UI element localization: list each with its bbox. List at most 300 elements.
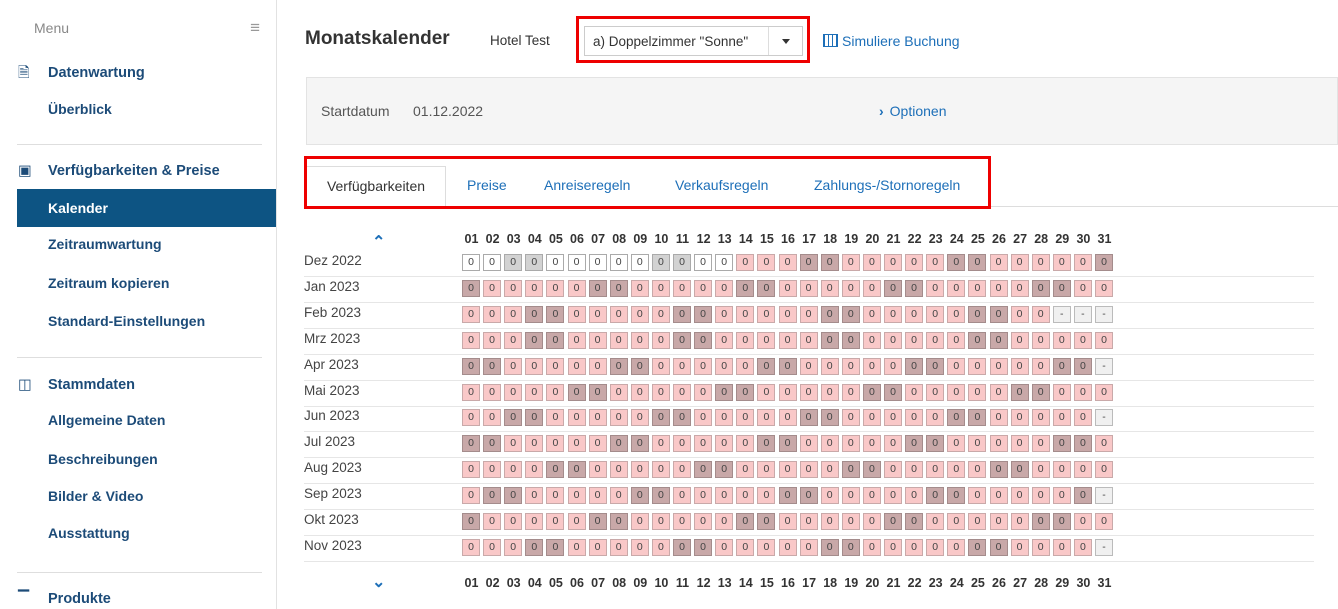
availability-cell[interactable]: 0	[546, 280, 564, 297]
availability-cell[interactable]: 0	[715, 280, 733, 297]
availability-cell[interactable]: 0	[905, 461, 923, 478]
availability-cell[interactable]: 0	[800, 435, 818, 452]
availability-cell[interactable]: 0	[652, 254, 670, 271]
availability-cell[interactable]: 0	[757, 409, 775, 426]
availability-cell[interactable]: 0	[673, 384, 691, 401]
availability-cell[interactable]: 0	[863, 332, 881, 349]
availability-cell[interactable]: 0	[968, 358, 986, 375]
availability-cell[interactable]: 0	[821, 332, 839, 349]
availability-cell[interactable]: 0	[842, 306, 860, 323]
sidebar-item-zeitraum-kopieren[interactable]: Zeitraum kopieren	[48, 275, 170, 291]
availability-cell[interactable]: 0	[589, 487, 607, 504]
availability-cell[interactable]: 0	[483, 358, 501, 375]
availability-cell[interactable]: 0	[968, 280, 986, 297]
section-stammdaten[interactable]: ◫ Stammdaten	[18, 377, 136, 393]
availability-cell[interactable]: 0	[525, 384, 543, 401]
availability-cell[interactable]: 0	[968, 539, 986, 556]
availability-cell[interactable]: 0	[990, 254, 1008, 271]
availability-cell[interactable]: 0	[462, 461, 480, 478]
availability-cell[interactable]: 0	[568, 435, 586, 452]
sidebar-item-bilder-video[interactable]: Bilder & Video	[48, 488, 144, 504]
availability-cell[interactable]: 0	[631, 384, 649, 401]
availability-cell[interactable]: 0	[1011, 358, 1029, 375]
availability-cell[interactable]: 0	[1053, 254, 1071, 271]
availability-cell[interactable]: 0	[652, 409, 670, 426]
availability-cell[interactable]: 0	[800, 280, 818, 297]
availability-cell[interactable]: 0	[1011, 513, 1029, 530]
availability-cell[interactable]: 0	[757, 461, 775, 478]
availability-cell[interactable]: 0	[504, 306, 522, 323]
availability-cell[interactable]: 0	[694, 384, 712, 401]
availability-cell[interactable]: 0	[546, 409, 564, 426]
availability-cell[interactable]: 0	[1053, 358, 1071, 375]
availability-cell[interactable]: 0	[1011, 332, 1029, 349]
availability-cell[interactable]: 0	[715, 435, 733, 452]
availability-cell[interactable]: 0	[589, 254, 607, 271]
availability-cell[interactable]: 0	[694, 254, 712, 271]
availability-cell[interactable]: 0	[1053, 487, 1071, 504]
availability-cell[interactable]: 0	[863, 306, 881, 323]
availability-cell[interactable]: 0	[821, 409, 839, 426]
availability-cell[interactable]: 0	[1095, 280, 1113, 297]
availability-cell[interactable]: 0	[947, 254, 965, 271]
availability-cell[interactable]: 0	[884, 409, 902, 426]
availability-cell[interactable]: 0	[821, 254, 839, 271]
availability-cell[interactable]: 0	[884, 513, 902, 530]
availability-cell[interactable]: 0	[610, 539, 628, 556]
availability-cell[interactable]: 0	[483, 539, 501, 556]
availability-cell[interactable]: 0	[842, 513, 860, 530]
availability-cell[interactable]: 0	[589, 513, 607, 530]
availability-cell[interactable]: 0	[1074, 513, 1092, 530]
availability-cell[interactable]: 0	[462, 384, 480, 401]
availability-cell[interactable]: 0	[1011, 461, 1029, 478]
availability-cell[interactable]: 0	[779, 409, 797, 426]
availability-cell[interactable]: 0	[1074, 332, 1092, 349]
availability-cell[interactable]: 0	[884, 435, 902, 452]
availability-cell[interactable]: 0	[504, 358, 522, 375]
availability-cell[interactable]: 0	[905, 513, 923, 530]
section-produkte[interactable]: ▔ Produkte	[18, 591, 111, 607]
availability-cell[interactable]: 0	[715, 332, 733, 349]
availability-cell[interactable]: 0	[884, 332, 902, 349]
availability-cell[interactable]: 0	[504, 409, 522, 426]
availability-cell[interactable]: 0	[1053, 539, 1071, 556]
availability-cell[interactable]: 0	[863, 358, 881, 375]
room-select[interactable]	[584, 26, 803, 56]
availability-cell[interactable]: 0	[589, 332, 607, 349]
availability-cell[interactable]: 0	[736, 306, 754, 323]
availability-cell[interactable]: 0	[546, 384, 564, 401]
availability-cell[interactable]: 0	[610, 332, 628, 349]
availability-cell[interactable]: 0	[673, 306, 691, 323]
availability-cell[interactable]: 0	[947, 280, 965, 297]
availability-cell[interactable]: 0	[1032, 539, 1050, 556]
availability-cell[interactable]: 0	[568, 306, 586, 323]
availability-cell[interactable]: 0	[631, 409, 649, 426]
simulate-booking-link[interactable]: Simuliere Buchung	[823, 33, 960, 49]
availability-cell[interactable]: 0	[926, 539, 944, 556]
availability-cell[interactable]: 0	[1032, 254, 1050, 271]
section-datenwartung[interactable]: 🗎 Datenwartung	[18, 62, 145, 87]
availability-cell[interactable]: 0	[947, 487, 965, 504]
availability-cell[interactable]: 0	[546, 487, 564, 504]
availability-cell[interactable]: 0	[968, 254, 986, 271]
sidebar-item-ueberblick[interactable]: Überblick	[48, 101, 112, 117]
availability-cell[interactable]: 0	[546, 332, 564, 349]
availability-cell[interactable]: 0	[800, 513, 818, 530]
availability-cell[interactable]: 0	[525, 254, 543, 271]
availability-cell[interactable]: 0	[800, 332, 818, 349]
availability-cell[interactable]: 0	[1011, 384, 1029, 401]
availability-cell[interactable]: 0	[610, 409, 628, 426]
availability-cell[interactable]: 0	[905, 487, 923, 504]
availability-cell[interactable]: 0	[525, 461, 543, 478]
availability-cell[interactable]: 0	[884, 539, 902, 556]
availability-cell[interactable]: 0	[842, 280, 860, 297]
availability-cell[interactable]: 0	[842, 487, 860, 504]
availability-cell[interactable]: 0	[504, 435, 522, 452]
availability-cell[interactable]: 0	[715, 461, 733, 478]
availability-cell[interactable]: 0	[821, 513, 839, 530]
availability-cell[interactable]: 0	[800, 384, 818, 401]
availability-cell[interactable]: 0	[800, 487, 818, 504]
availability-cell[interactable]: 0	[863, 254, 881, 271]
availability-cell[interactable]: 0	[990, 332, 1008, 349]
availability-cell[interactable]: 0	[757, 539, 775, 556]
availability-cell[interactable]: 0	[905, 280, 923, 297]
availability-cell[interactable]: 0	[800, 461, 818, 478]
availability-cell[interactable]: 0	[589, 435, 607, 452]
availability-cell[interactable]: 0	[462, 306, 480, 323]
availability-cell[interactable]: 0	[610, 254, 628, 271]
availability-cell[interactable]: 0	[1011, 435, 1029, 452]
availability-cell[interactable]: 0	[673, 358, 691, 375]
availability-cell[interactable]: 0	[905, 435, 923, 452]
availability-cell[interactable]: 0	[842, 409, 860, 426]
tab-zahlungs-stornoregeln[interactable]: Zahlungs-/Stornoregeln	[814, 177, 961, 193]
availability-cell[interactable]: 0	[1074, 539, 1092, 556]
availability-cell[interactable]: 0	[736, 280, 754, 297]
availability-cell[interactable]: 0	[863, 384, 881, 401]
availability-cell[interactable]: 0	[968, 306, 986, 323]
availability-cell[interactable]: 0	[568, 409, 586, 426]
availability-cell[interactable]: 0	[525, 539, 543, 556]
availability-cell[interactable]: 0	[1053, 461, 1071, 478]
availability-cell[interactable]: 0	[462, 332, 480, 349]
availability-cell[interactable]: 0	[1074, 358, 1092, 375]
availability-cell[interactable]: 0	[673, 539, 691, 556]
availability-cell[interactable]: 0	[1011, 254, 1029, 271]
availability-cell[interactable]: 0	[525, 332, 543, 349]
availability-cell[interactable]: 0	[1011, 280, 1029, 297]
options-toggle[interactable]: › Optionen	[879, 103, 947, 119]
availability-cell[interactable]: 0	[926, 306, 944, 323]
availability-cell[interactable]: 0	[926, 513, 944, 530]
availability-cell[interactable]: 0	[1074, 280, 1092, 297]
availability-cell[interactable]: 0	[926, 461, 944, 478]
caret-down-icon[interactable]	[782, 39, 790, 44]
availability-cell[interactable]: 0	[990, 280, 1008, 297]
availability-cell[interactable]: 0	[968, 461, 986, 478]
availability-cell[interactable]: 0	[884, 358, 902, 375]
availability-cell[interactable]: 0	[926, 332, 944, 349]
availability-cell[interactable]: 0	[757, 513, 775, 530]
availability-cell[interactable]: 0	[1032, 513, 1050, 530]
availability-cell[interactable]: 0	[926, 254, 944, 271]
availability-cell[interactable]: 0	[736, 513, 754, 530]
availability-cell[interactable]: 0	[990, 487, 1008, 504]
availability-cell[interactable]: 0	[462, 358, 480, 375]
availability-cell[interactable]: 0	[610, 280, 628, 297]
availability-cell[interactable]: 0	[1032, 461, 1050, 478]
availability-cell[interactable]: 0	[821, 358, 839, 375]
availability-cell[interactable]: 0	[525, 513, 543, 530]
availability-cell[interactable]: 0	[990, 358, 1008, 375]
availability-cell[interactable]: 0	[779, 358, 797, 375]
availability-cell[interactable]: 0	[779, 280, 797, 297]
availability-cell[interactable]: 0	[631, 461, 649, 478]
availability-cell[interactable]: 0	[610, 513, 628, 530]
availability-cell[interactable]: 0	[610, 487, 628, 504]
availability-cell[interactable]: 0	[990, 539, 1008, 556]
availability-cell[interactable]: 0	[1095, 461, 1113, 478]
availability-cell[interactable]: 0	[483, 409, 501, 426]
availability-cell[interactable]: 0	[968, 384, 986, 401]
availability-cell[interactable]: 0	[800, 358, 818, 375]
availability-cell[interactable]: 0	[842, 332, 860, 349]
availability-cell[interactable]: 0	[715, 384, 733, 401]
chevron-down-icon[interactable]: ⌄	[372, 574, 386, 591]
availability-cell[interactable]: 0	[589, 461, 607, 478]
availability-cell[interactable]: 0	[1095, 332, 1113, 349]
availability-cell[interactable]: 0	[757, 435, 775, 452]
availability-cell[interactable]: 0	[1074, 487, 1092, 504]
availability-cell[interactable]: 0	[631, 435, 649, 452]
availability-cell[interactable]: 0	[1074, 461, 1092, 478]
availability-cell[interactable]: 0	[504, 254, 522, 271]
availability-cell[interactable]: 0	[525, 409, 543, 426]
availability-cell[interactable]: 0	[905, 306, 923, 323]
availability-cell[interactable]: 0	[905, 384, 923, 401]
availability-cell[interactable]: 0	[483, 280, 501, 297]
availability-cell[interactable]: 0	[947, 539, 965, 556]
availability-cell[interactable]: 0	[947, 306, 965, 323]
availability-cell[interactable]: 0	[779, 306, 797, 323]
availability-cell[interactable]: 0	[546, 539, 564, 556]
availability-cell[interactable]: 0	[926, 358, 944, 375]
availability-cell[interactable]: 0	[1011, 539, 1029, 556]
availability-cell[interactable]: 0	[589, 384, 607, 401]
availability-cell[interactable]: 0	[673, 332, 691, 349]
availability-cell[interactable]: 0	[568, 358, 586, 375]
availability-cell[interactable]: 0	[905, 254, 923, 271]
availability-cell[interactable]: 0	[821, 435, 839, 452]
availability-cell[interactable]: 0	[589, 539, 607, 556]
availability-cell[interactable]: 0	[1011, 306, 1029, 323]
availability-cell[interactable]: 0	[990, 461, 1008, 478]
availability-cell[interactable]: 0	[631, 254, 649, 271]
availability-cell[interactable]: 0	[926, 435, 944, 452]
availability-cell[interactable]: 0	[1032, 280, 1050, 297]
availability-cell[interactable]: 0	[694, 332, 712, 349]
availability-cell[interactable]: 0	[779, 513, 797, 530]
availability-cell[interactable]: 0	[884, 306, 902, 323]
availability-cell[interactable]: 0	[546, 254, 564, 271]
availability-cell[interactable]: 0	[1095, 384, 1113, 401]
availability-cell[interactable]: 0	[631, 487, 649, 504]
availability-cell[interactable]: 0	[673, 254, 691, 271]
availability-cell[interactable]: 0	[462, 435, 480, 452]
availability-cell[interactable]: 0	[1095, 513, 1113, 530]
availability-cell[interactable]: 0	[736, 487, 754, 504]
availability-cell[interactable]: 0	[462, 409, 480, 426]
availability-cell[interactable]: 0	[757, 332, 775, 349]
availability-cell[interactable]: 0	[757, 358, 775, 375]
availability-cell[interactable]: 0	[842, 358, 860, 375]
availability-cell[interactable]: 0	[990, 409, 1008, 426]
availability-cell[interactable]: 0	[736, 461, 754, 478]
availability-cell[interactable]: 0	[546, 461, 564, 478]
availability-cell[interactable]: 0	[483, 461, 501, 478]
availability-cell[interactable]: 0	[610, 461, 628, 478]
availability-cell[interactable]: 0	[736, 384, 754, 401]
availability-cell[interactable]: 0	[1053, 409, 1071, 426]
availability-cell[interactable]: 0	[652, 358, 670, 375]
availability-cell[interactable]: 0	[1032, 487, 1050, 504]
availability-cell[interactable]: 0	[990, 435, 1008, 452]
availability-cell[interactable]: 0	[990, 306, 1008, 323]
availability-cell[interactable]: 0	[1032, 332, 1050, 349]
availability-cell[interactable]: 0	[483, 435, 501, 452]
availability-cell[interactable]: 0	[673, 435, 691, 452]
availability-cell[interactable]: 0	[568, 332, 586, 349]
availability-cell[interactable]: 0	[694, 435, 712, 452]
availability-cell[interactable]: 0	[926, 409, 944, 426]
availability-cell[interactable]: 0	[568, 384, 586, 401]
availability-cell[interactable]: 0	[1074, 409, 1092, 426]
availability-cell[interactable]: 0	[926, 384, 944, 401]
availability-cell[interactable]: 0	[568, 539, 586, 556]
availability-cell[interactable]: 0	[610, 384, 628, 401]
availability-cell[interactable]: 0	[779, 539, 797, 556]
availability-cell[interactable]: 0	[631, 358, 649, 375]
availability-cell[interactable]: 0	[568, 280, 586, 297]
availability-cell[interactable]: 0	[652, 332, 670, 349]
availability-cell[interactable]: 0	[525, 280, 543, 297]
availability-cell[interactable]: 0	[884, 254, 902, 271]
availability-cell[interactable]: 0	[652, 435, 670, 452]
availability-cell[interactable]: 0	[1032, 306, 1050, 323]
availability-cell[interactable]: 0	[546, 358, 564, 375]
availability-cell[interactable]: 0	[568, 461, 586, 478]
sidebar-item-standard-einstellungen[interactable]: Standard-Einstellungen	[48, 313, 206, 329]
availability-cell[interactable]: 0	[504, 461, 522, 478]
availability-cell[interactable]: 0	[652, 513, 670, 530]
section-verfuegbarkeiten-preise[interactable]: ▣ Verfügbarkeiten & Preise	[18, 163, 220, 179]
availability-cell[interactable]: 0	[842, 254, 860, 271]
availability-cell[interactable]: 0	[504, 384, 522, 401]
availability-cell[interactable]: 0	[821, 306, 839, 323]
availability-cell[interactable]: 0	[715, 306, 733, 323]
sidebar-item-beschreibungen[interactable]: Beschreibungen	[48, 451, 158, 467]
availability-cell[interactable]: 0	[905, 409, 923, 426]
availability-cell[interactable]: 0	[905, 539, 923, 556]
availability-cell[interactable]: 0	[694, 461, 712, 478]
availability-cell[interactable]: 0	[462, 539, 480, 556]
availability-cell[interactable]: 0	[884, 280, 902, 297]
availability-cell[interactable]: 0	[779, 435, 797, 452]
sidebar-item-zeitraumwartung[interactable]: Zeitraumwartung	[48, 236, 162, 252]
availability-cell[interactable]: 0	[673, 409, 691, 426]
availability-cell[interactable]: 0	[631, 513, 649, 530]
tab-preise[interactable]: Preise	[467, 177, 507, 193]
chevron-up-icon[interactable]: ⌃	[372, 234, 386, 251]
availability-cell[interactable]: 0	[652, 306, 670, 323]
availability-cell[interactable]: 0	[1095, 435, 1113, 452]
availability-cell[interactable]: 0	[483, 487, 501, 504]
availability-cell[interactable]: 0	[504, 487, 522, 504]
availability-cell[interactable]: 0	[589, 280, 607, 297]
availability-cell[interactable]: 0	[652, 280, 670, 297]
availability-cell[interactable]: 0	[504, 280, 522, 297]
availability-cell[interactable]: 0	[525, 358, 543, 375]
availability-cell[interactable]: 0	[863, 280, 881, 297]
availability-cell[interactable]: 0	[736, 539, 754, 556]
availability-cell[interactable]: 0	[947, 461, 965, 478]
availability-cell[interactable]: 0	[821, 461, 839, 478]
availability-cell[interactable]: 0	[736, 254, 754, 271]
availability-cell[interactable]: 0	[715, 539, 733, 556]
availability-cell[interactable]: 0	[779, 384, 797, 401]
availability-cell[interactable]: 0	[631, 539, 649, 556]
availability-cell[interactable]: 0	[968, 332, 986, 349]
availability-cell[interactable]: 0	[1011, 409, 1029, 426]
availability-cell[interactable]: 0	[821, 487, 839, 504]
availability-cell[interactable]: 0	[673, 461, 691, 478]
startdate-value[interactable]: 01.12.2022	[413, 103, 484, 119]
availability-cell[interactable]: 0	[947, 435, 965, 452]
availability-cell[interactable]: 0	[926, 280, 944, 297]
availability-cell[interactable]: 0	[736, 435, 754, 452]
availability-cell[interactable]: 0	[736, 332, 754, 349]
availability-cell[interactable]: 0	[968, 513, 986, 530]
availability-cell[interactable]: 0	[863, 435, 881, 452]
availability-cell[interactable]: 0	[1032, 358, 1050, 375]
availability-cell[interactable]: 0	[1074, 254, 1092, 271]
tab-verfuegbarkeiten[interactable]: Verfügbarkeiten	[306, 166, 446, 207]
availability-cell[interactable]: 0	[694, 487, 712, 504]
availability-cell[interactable]: 0	[842, 384, 860, 401]
availability-cell[interactable]: 0	[610, 358, 628, 375]
sidebar-item-kalender[interactable]: Kalender	[17, 189, 276, 227]
availability-cell[interactable]: 0	[610, 435, 628, 452]
availability-cell[interactable]: 0	[779, 487, 797, 504]
availability-cell[interactable]: 0	[652, 461, 670, 478]
availability-cell[interactable]: 0	[800, 306, 818, 323]
availability-cell[interactable]: 0	[694, 306, 712, 323]
availability-cell[interactable]: 0	[673, 513, 691, 530]
availability-cell[interactable]: 0	[568, 254, 586, 271]
availability-cell[interactable]: 0	[884, 384, 902, 401]
availability-cell[interactable]: 0	[757, 487, 775, 504]
availability-cell[interactable]: 0	[1032, 435, 1050, 452]
availability-cell[interactable]: 0	[631, 280, 649, 297]
availability-cell[interactable]: 0	[947, 409, 965, 426]
availability-cell[interactable]: 0	[800, 409, 818, 426]
availability-cell[interactable]: 0	[968, 409, 986, 426]
availability-cell[interactable]: 0	[694, 409, 712, 426]
